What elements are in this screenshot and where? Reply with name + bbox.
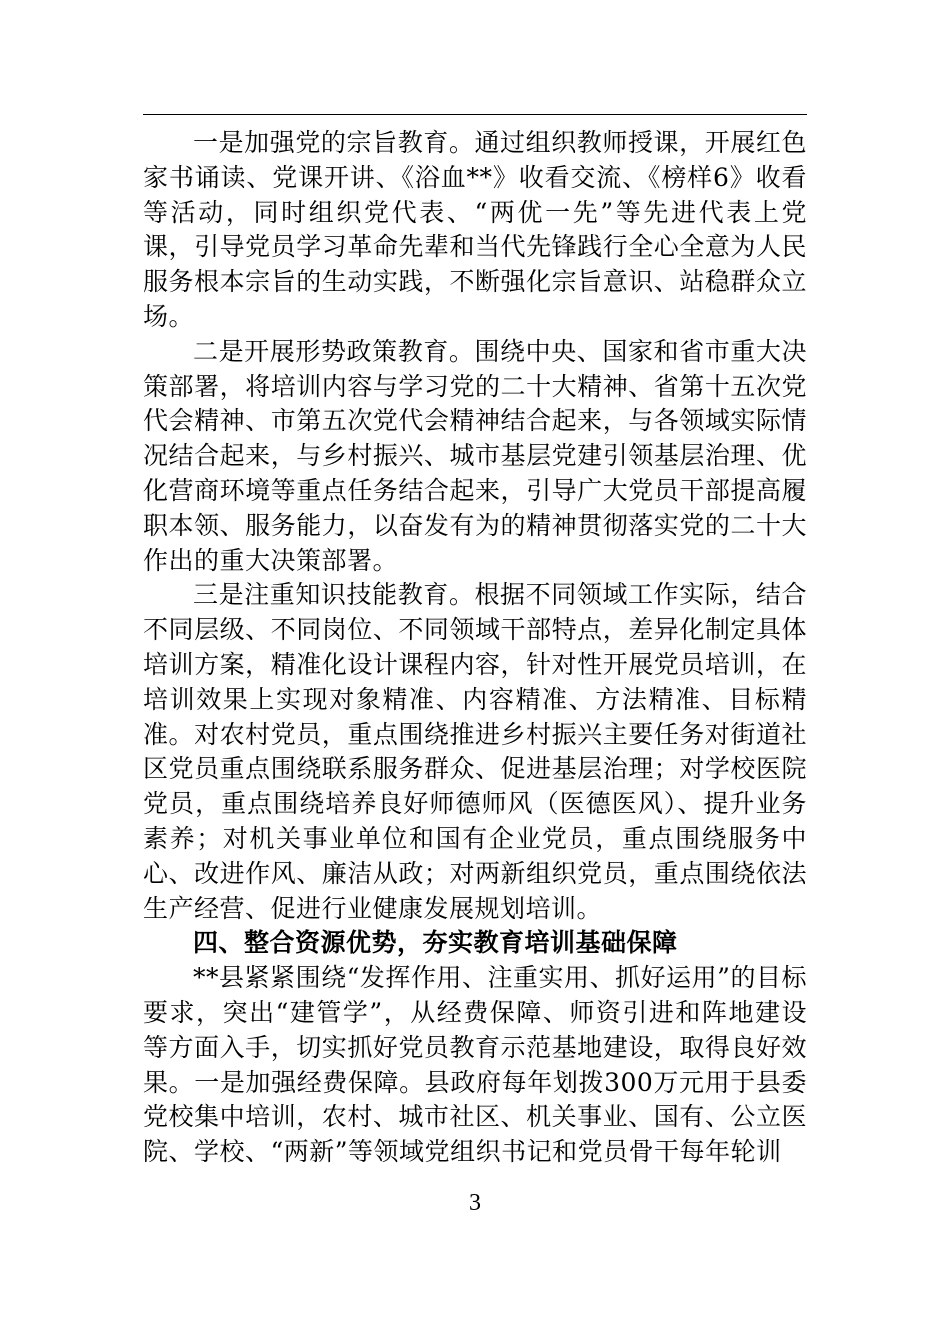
section-heading: 四、整合资源优势，夯实教育培训基础保障 [193,928,678,958]
page-number: 3 [469,1190,481,1216]
paragraph-resource-integration: **县紧紧围绕“发挥作用、注重实用、抓好运用”的目标要求，突出“建管学”，从经费保障、师资引进和阵地建设等方面入手，切实抓好党员教育示范基地建设，取得良好效果。一是加强经费保障。县政府每年划拨300万元用于县委党校集中培训，农村、城市社区、机关事业、国有、公立医院、学校、“两新”等领域党组织书记和党员骨干每年轮训 [143,963,807,1167]
body-text [143,126,807,1170]
header-rule [143,114,807,115]
paragraph-policy-education: 二是开展形势政策教育。围绕中央、国家和省市重大决策部署，将培训内容与学习党的二十大精神、省第十五次党代会精神、市第五次党代会精神结合起来，与各领域实际情况结合起来，与乡村振兴、城市基层党建引领基层治理、优化营商环境等重点任务结合起来，引导广大党员干部提高履职本领、服务能力，以奋发有为的精神贯彻落实党的二十大作出的重大决策部署。 [143,336,807,575]
paragraph-skills-education: 三是注重知识技能教育。根据不同领域工作实际，结合不同层级、不同岗位、不同领域干部特点，差异化制定具体培训方案，精准化设计课程内容，针对性开展党员培训，在培训效果上实现对象精准、内容精准、方法精准、目标精准。对农村党员，重点围绕推进乡村振兴主要任务对街道社区党员重点围绕联系服务群众、促进基层治理；对学校医院党员，重点围绕培养良好师德师风（医德医风）、提升业务素养；对机关事业单位和国有企业党员，重点围绕服务中心、改进作风、廉洁从政；对两新组织党员，重点围绕依法生产经营、促进行业健康发展规划培训。 [143,580,807,923]
paragraph-purpose-education: 一是加强党的宗旨教育。通过组织教师授课，开展红色家书诵读、党课开讲、《浴血**》收看交流、《榜样6》收看等活动，同时组织党代表、“两优一先”等先进代表上党课，引导党员学习革命先辈和当代先锋践行全心全意为人民服务根本宗旨的生动实践，不断强化宗旨意识、站稳群众立场。 [143,128,807,331]
